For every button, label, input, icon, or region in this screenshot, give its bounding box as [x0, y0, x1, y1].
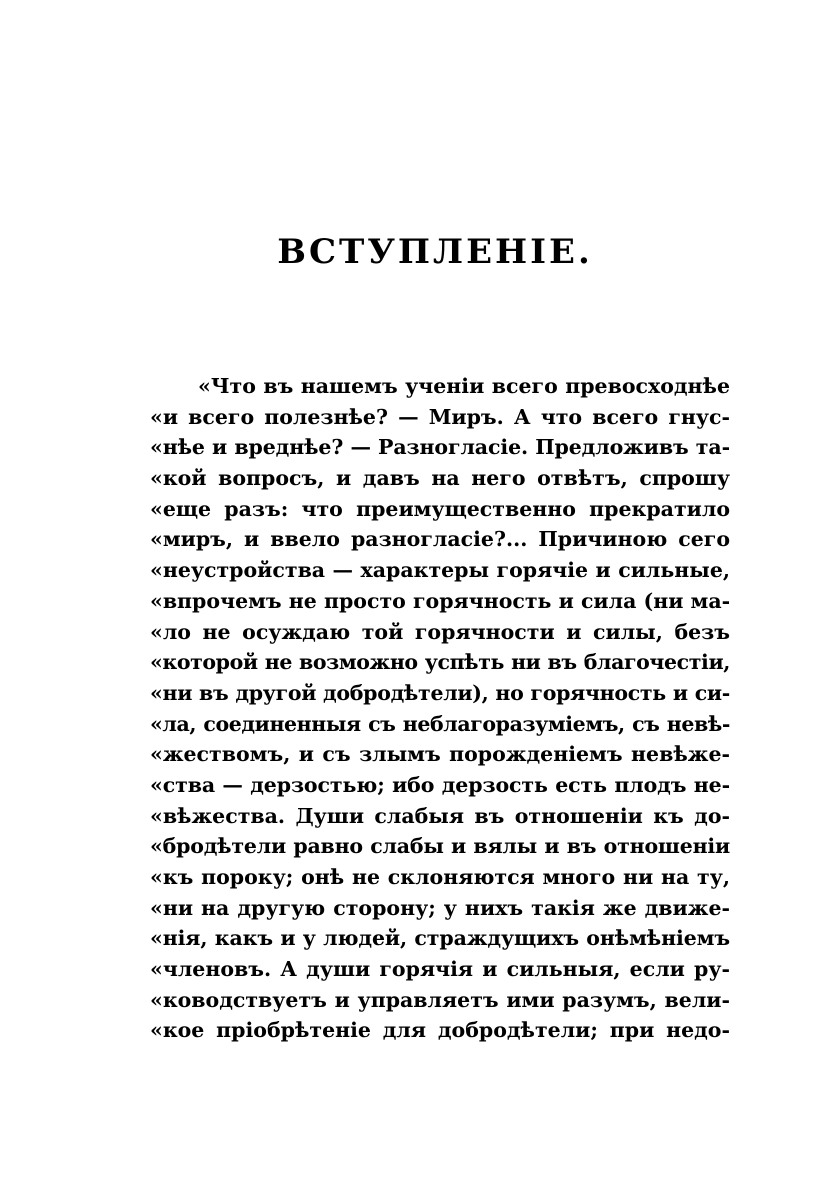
text-line: «неустройства — характеры горячіе и сильные,: [150, 558, 730, 583]
page-title: ВСТУПЛЕНІЕ.: [277, 232, 593, 272]
text-line: «которой не возможно успѣть ни въ благочестіи,: [150, 650, 730, 675]
text-line: «вѣжества. Души слабыя въ отношеніи къ до-: [150, 803, 730, 828]
text-line: «ло не осуждаю той горячности и силы, безъ: [150, 619, 730, 644]
text-line: «нія, какъ и у людей, страждущихъ онѣмѣніемъ: [150, 926, 730, 951]
text-line: «ководствуетъ и управляетъ ими разумъ, вели-: [150, 987, 730, 1012]
text-line: «впрочемъ не просто горячность и сила (ни ма-: [150, 588, 731, 613]
text-line: «ства — дерзостью; ибо дерзость есть плодъ не-: [150, 772, 730, 797]
text-line: «къ пороку; онѣ не склоняются много ни на ту,: [150, 865, 730, 889]
text-line: «еще разъ: что преимущественно прекратило: [150, 496, 730, 521]
text-line: «нѣе и вреднѣе? — Разногласіе. Предложивъ та-: [150, 435, 730, 460]
text-line: «миръ, и ввело разногласіе?... Причиною сего: [150, 527, 730, 552]
text-line: «ни въ другой добродѣтели), но горячность и си-: [150, 680, 730, 705]
text-line: «и всего полезнѣе? — Миръ. А что всего гнус-: [150, 404, 730, 429]
text-line: «Что въ нашемъ ученіи всего превосходнѣе: [198, 374, 730, 398]
text-line: «членовъ. А души горячія и сильныя, если ру-: [150, 957, 730, 982]
text-line: «жествомъ, и съ злымъ порожденіемъ невѣже-: [150, 742, 730, 767]
text-line: «кое пріобрѣтеніе для добродѣтели; при недо-: [150, 1018, 730, 1043]
body-paragraph: [150, 371, 730, 1046]
text-line: «ни на другую сторону; у нихъ такія же движе-: [150, 895, 730, 920]
text-line: «ла, соединенныя съ неблагоразуміемъ, съ невѣ-: [150, 711, 730, 736]
text-line: «кой вопросъ, и давъ на него отвѣтъ, спрошу: [150, 466, 730, 491]
text-line: «бродѣтели равно слабы и вялы и въ отношеніи: [150, 834, 730, 859]
